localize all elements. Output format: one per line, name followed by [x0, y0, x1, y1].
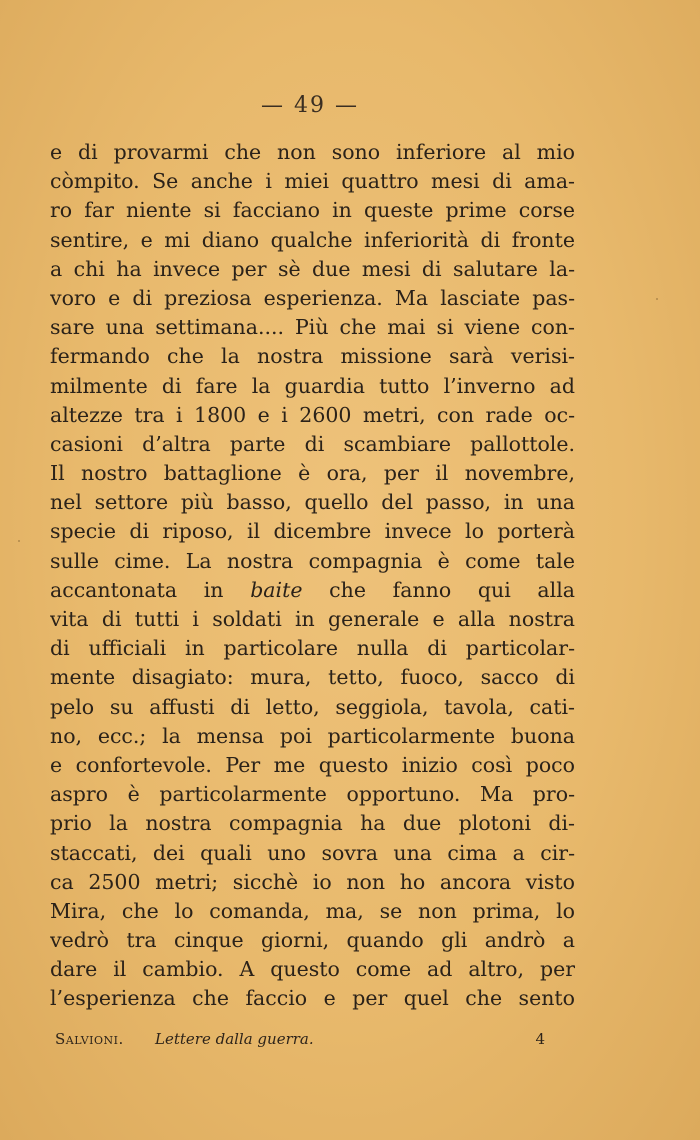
text-line: altezze tra i 1800 e i 2600 metri, con rade oc-: [50, 402, 575, 427]
text-line: còmpito. Se anche i miei quattro mesi di ama-: [50, 169, 575, 194]
text-line: fermando che la nostra missione sarà verisi-: [50, 344, 575, 369]
text-line: mente disagiato: mura, tetto, fuoco, sacco di: [50, 665, 575, 690]
text-line: Il nostro battaglione è ora, per il novembre,: [50, 461, 575, 486]
text-line: ca 2500 metri; sicchè io non ho ancora visto: [50, 869, 575, 894]
page-footer: [55, 1030, 545, 1052]
text-line: voro e di preziosa esperienza. Ma lasciate pas-: [50, 285, 575, 310]
text-line: nel settore più basso, quello del passo, in una: [50, 490, 575, 515]
footer-title: Lettere dalla guerra.: [155, 1030, 314, 1048]
text-line: aspro è particolarmente opportuno. Ma pro-: [50, 782, 575, 807]
text-line-with-italic: [50, 576, 575, 605]
text-line: specie di riposo, il dicembre invece lo porterà: [50, 519, 575, 544]
text-line: ro far niente si facciano in queste prime corse: [50, 198, 575, 223]
text-line: Mira, che lo comanda, ma, se non prima, lo: [50, 898, 575, 923]
paper-speck: [656, 298, 658, 300]
text-segment: accantonata in: [50, 577, 251, 602]
text-line: dare il cambio. A questo come ad altro, per: [50, 957, 575, 982]
text-line: prio la nostra compagnia ha due plotoni di-: [50, 811, 575, 836]
body-text: [50, 138, 575, 1014]
text-line: milmente di fare la guardia tutto l’inverno ad: [50, 373, 575, 398]
footer-author: Salvioni.: [55, 1030, 124, 1048]
text-line: vedrò tra cinque giorni, quando gli andrò a: [50, 928, 575, 953]
text-line: e confortevole. Per me questo inizio così poco: [50, 752, 575, 777]
signature-mark: 4: [535, 1030, 545, 1048]
text-line: sulle cime. La nostra compagnia è come tale: [50, 548, 575, 573]
text-line: pelo su affusti di letto, seggiola, tavola, cati-: [50, 694, 575, 719]
text-segment: che fanno qui alla: [302, 577, 575, 602]
text-line: sare una settimana.... Più che mai si viene con-: [50, 315, 575, 340]
text-line: vita di tutti i soldati in generale e alla nostra: [50, 607, 575, 631]
text-line: l’esperienza che faccio e per quel che sento: [50, 986, 575, 1011]
text-line: e di provarmi che non sono inferiore al mio: [50, 140, 575, 164]
italic-word: baite: [250, 577, 303, 602]
text-line: casioni d’altra parte di scambiare pallottole.: [50, 431, 575, 456]
text-line: staccati, dei quali uno sovra una cima a cir-: [50, 840, 575, 865]
paper-speck: [18, 540, 20, 542]
text-line: sentire, e mi diano qualche inferiorità di fronte: [50, 227, 575, 252]
text-line: di ufficiali in particolare nulla di particolar-: [50, 636, 575, 661]
text-line: a chi ha invece per sè due mesi di salutare la-: [50, 256, 575, 281]
page-number: — 49 —: [261, 93, 359, 118]
text-line: no, ecc.; la mensa poi particolarmente buona: [50, 723, 575, 748]
